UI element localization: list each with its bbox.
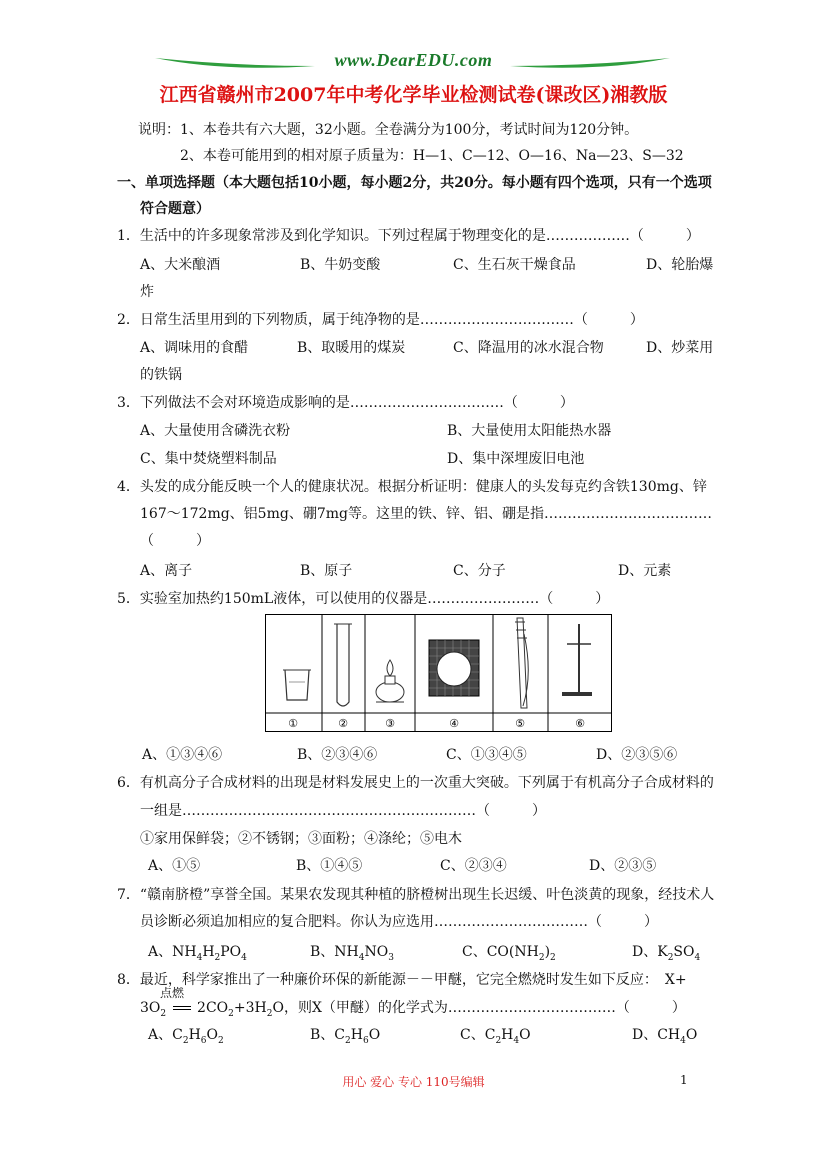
q3-option-c: C、集中焚烧塑料制品 [140, 451, 277, 467]
apparatus-label-6: ⑥ [575, 717, 585, 730]
q2-option-d-cont: 的铁锅 [140, 367, 182, 383]
q8-option-a: A、$C_2H_6O_2$ [148, 1027, 224, 1046]
q2-stem: 2．日常生活里用到的下列物质，属于纯净物的是……………………………（ ） [117, 312, 644, 328]
wire-gauze-icon [429, 640, 479, 696]
q4-line-2: 167～172mg、铝5mg、硼7mg等。这里的铁、锌、铝、硼是指……………………………… [140, 506, 712, 522]
footer-text: 用心 爱心 专心 110号编辑 [342, 1075, 485, 1089]
q5-option-b: B、②③④⑥ [297, 747, 378, 763]
q4-option-d: D、元素 [618, 563, 672, 579]
q8-option-c: C、$C_2H_4O$ [460, 1027, 531, 1046]
q6-items: ①家用保鲜袋；②不锈钢；③面粉；④涤纶；⑤电木 [140, 831, 462, 847]
q5-stem: 5．实验室加热约150mL液体，可以使用的仪器是……………………（ ） [117, 591, 610, 607]
apparatus-label-1: ① [288, 717, 298, 730]
q5-option-a: A、①③④⑥ [142, 747, 223, 763]
q3-option-b: B、大量使用太阳能热水器 [447, 423, 612, 439]
apparatus-label-2: ② [338, 717, 348, 730]
q1-option-d-cont: 炸 [140, 284, 154, 300]
q4-option-a: A、离子 [140, 563, 193, 579]
q5-apparatus-table [265, 614, 612, 732]
q1-option-b: B、牛奶变酸 [300, 257, 381, 273]
page-title: 江西省赣州市2007年中考化学毕业检测试卷(课改区)湘教版 [159, 84, 668, 106]
q3-option-d: D、集中深埋废旧电池 [447, 451, 585, 467]
q6-option-d: D、②③⑤ [589, 858, 657, 874]
q7-option-d: D、$K_2SO_4$ [632, 944, 701, 963]
q5-option-c: C、①③④⑤ [446, 747, 527, 763]
q4-option-c: C、分子 [453, 563, 506, 579]
q8-option-b: B、$C_2H_6O$ [310, 1027, 381, 1046]
section-heading-cont: 符合题意） [140, 201, 210, 217]
q8-line-1: 8．最近，科学家推出了一种廉价环保的新能源－－甲醚，它完全燃烧时发生如下反应： X+ [117, 972, 687, 988]
q4-option-b: B、原子 [300, 563, 353, 579]
q3-stem: 3．下列做法不会对环境造成影响的是……………………………（ ） [117, 395, 574, 411]
q7-option-b: B、$NH_4NO_3$ [310, 944, 394, 963]
q8-equation: $3O_2$ $2CO_2+3H_2O$，则X（甲醚）的化学式为………………………………（ ） [140, 1000, 686, 1019]
q6-option-c: C、②③④ [440, 858, 507, 874]
site-name: www.DearEDU.com [334, 50, 493, 70]
q2-option-b: B、取暖用的煤炭 [297, 340, 406, 356]
q1-stem: 1．生活中的许多现象常涉及到化学知识。下列过程属于物理变化的是………………（ ） [117, 228, 700, 244]
note-line-2: 2、本卷可能用到的相对原子质量为：H—1、C—12、O—16、Na—23、S—32 [180, 148, 684, 164]
q5-option-d: D、②③⑤⑥ [596, 747, 678, 763]
page-number: 1 [680, 1073, 688, 1087]
q2-option-a: A、调味用的食醋 [140, 340, 249, 356]
q7-option-a: A、$NH_4H_2PO_4$ [148, 944, 247, 963]
q8-option-d: D、$CH_4O$ [632, 1027, 698, 1046]
apparatus-label-4: ④ [449, 717, 459, 730]
apparatus-label-5: ⑤ [515, 717, 525, 730]
q6-option-b: B、①④⑤ [296, 858, 363, 874]
q2-option-d: D、炒菜用 [646, 340, 714, 356]
apparatus-label-3: ③ [385, 717, 395, 730]
q1-option-c: C、生石灰干燥食品 [453, 257, 576, 273]
q4-line-1: 4．头发的成分能反映一个人的健康状况。根据分析证明：健康人的头发每克约含铁130mg、锌 [117, 479, 707, 495]
q6-line-1: 6．有机高分子合成材料的出现是材料发展史上的一次重大突破。下列属于有机高分子合成材料的 [117, 775, 714, 791]
q8-condition: 点燃 [160, 986, 185, 1000]
q4-line-3: （ ） [140, 533, 210, 549]
q7-line-1: 7．“赣南脐橙”享誉全国。某果农发现其种植的脐橙树出现生长迟缓、叶色淡黄的现象，经技术人 [117, 887, 715, 903]
equals-sign [173, 1006, 191, 1010]
q3-option-a: A、大量使用含磷洗衣粉 [140, 423, 291, 439]
q1-option-a: A、大米酿酒 [140, 257, 221, 273]
q2-option-c: C、降温用的冰水混合物 [453, 340, 604, 356]
section-heading: 一、单项选择题（本大题包括10小题，每小题2分，共20分。每小题有四个选项，只有一个选项 [117, 175, 712, 191]
q7-line-2: 员诊断必须追加相应的复合肥料。你认为应选用……………………………（ ） [140, 914, 658, 930]
q6-line-2: 一组是………………………………………………………（ ） [140, 803, 546, 819]
note-line-1: 说明：1、本卷共有六大题，32小题。全卷满分为100分，考试时间为120分钟。 [138, 122, 639, 138]
q7-option-c: C、$CO(NH_2)_2$ [462, 944, 556, 963]
q6-option-a: A、①⑤ [148, 858, 201, 874]
q1-option-d: D、轮胎爆 [646, 257, 714, 273]
